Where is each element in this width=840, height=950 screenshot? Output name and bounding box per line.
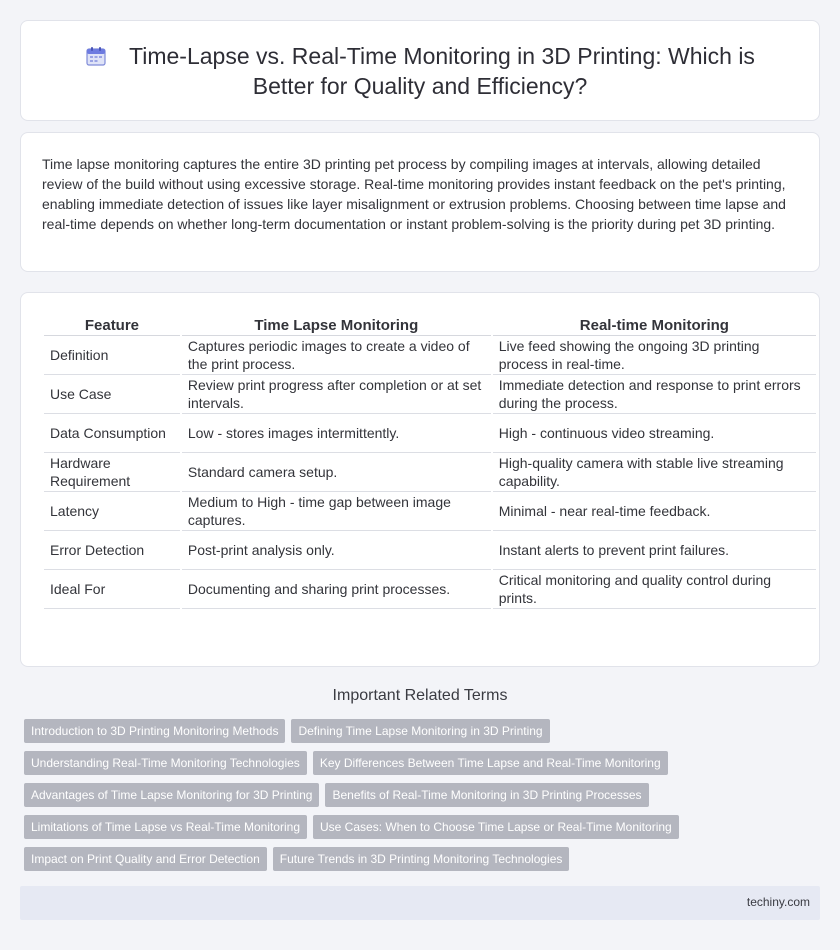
tag-row xyxy=(24,783,824,815)
time-lapse-cell: Low - stores images intermittently. xyxy=(182,414,491,453)
comparison-card xyxy=(20,292,820,667)
related-term-tag[interactable]: Defining Time Lapse Monitoring in 3D Printing xyxy=(291,719,549,743)
related-terms-list xyxy=(24,719,824,879)
real-time-cell: High-quality camera with stable live streaming capability. xyxy=(493,453,816,492)
real-time-cell: High - continuous video streaming. xyxy=(493,414,816,453)
feature-cell: Data Consumption xyxy=(44,414,180,453)
real-time-cell: Critical monitoring and quality control during prints. xyxy=(493,570,816,609)
feature-cell: Ideal For xyxy=(44,570,180,609)
related-term-tag[interactable]: Introduction to 3D Printing Monitoring Methods xyxy=(24,719,285,743)
related-term-tag[interactable]: Key Differences Between Time Lapse and Real-Time Monitoring xyxy=(313,751,668,775)
related-term-tag[interactable]: Benefits of Real-Time Monitoring in 3D Printing Processes xyxy=(325,783,648,807)
related-term-tag[interactable]: Use Cases: When to Choose Time Lapse or Real-Time Monitoring xyxy=(313,815,679,839)
related-term-tag[interactable]: Future Trends in 3D Printing Monitoring Technologies xyxy=(273,847,570,871)
page-title: Time-Lapse vs. Real-Time Monitoring in 3D Printing: Which is Better for Quality and Efficiency? xyxy=(129,43,755,99)
footer xyxy=(20,886,820,920)
related-term-tag[interactable]: Limitations of Time Lapse vs Real-Time Monitoring xyxy=(24,815,307,839)
real-time-cell: Immediate detection and response to print errors during the process. xyxy=(493,375,816,414)
header-feature: Feature xyxy=(44,313,180,336)
tag-row xyxy=(24,719,824,751)
time-lapse-cell: Review print progress after completion or at set intervals. xyxy=(182,375,491,414)
table-row xyxy=(44,375,816,414)
intro-paragraph: Time lapse monitoring captures the entire 3D printing pet process by compiling images at intervals, allowing detailed review of the build without using excessive storage. Real-time monitoring provides instant feedback on the pet's printing, enabling immediate detection of issues like layer misalignment or extrusion problems. Choosing between time lapse and real-time depends on whether long-term documentation or instant problem-solving is the priority during pet 3D printing. xyxy=(42,156,786,232)
page-title-wrap xyxy=(61,41,779,101)
table-row xyxy=(44,492,816,531)
real-time-cell: Instant alerts to prevent print failures. xyxy=(493,531,816,570)
header-card xyxy=(20,20,820,121)
table-row xyxy=(44,336,816,375)
table-row xyxy=(44,531,816,570)
real-time-cell: Minimal - near real-time feedback. xyxy=(493,492,816,531)
table-row xyxy=(44,453,816,492)
header-real-time: Real-time Monitoring xyxy=(493,313,816,336)
calendar-icon xyxy=(85,44,107,66)
time-lapse-cell: Captures periodic images to create a video of the print process. xyxy=(182,336,491,375)
comparison-table xyxy=(42,313,818,609)
footer-site-link[interactable]: techiny.com xyxy=(746,895,810,909)
feature-cell: Error Detection xyxy=(44,531,180,570)
feature-cell: Latency xyxy=(44,492,180,531)
feature-cell: Hardware Requirement xyxy=(44,453,180,492)
time-lapse-cell: Medium to High - time gap between image captures. xyxy=(182,492,491,531)
header-time-lapse: Time Lapse Monitoring xyxy=(182,313,491,336)
tag-row xyxy=(24,847,824,879)
tag-row xyxy=(24,815,824,847)
table-row xyxy=(44,570,816,609)
feature-cell: Use Case xyxy=(44,375,180,414)
related-term-tag[interactable]: Impact on Print Quality and Error Detection xyxy=(24,847,267,871)
table-header-row xyxy=(44,313,816,336)
related-term-tag[interactable]: Advantages of Time Lapse Monitoring for 3D Printing xyxy=(24,783,319,807)
related-terms-title: Important Related Terms xyxy=(332,687,508,704)
time-lapse-cell: Documenting and sharing print processes. xyxy=(182,570,491,609)
intro-card xyxy=(20,132,820,272)
related-term-tag[interactable]: Understanding Real-Time Monitoring Technologies xyxy=(24,751,307,775)
feature-cell: Definition xyxy=(44,336,180,375)
table-row xyxy=(44,414,816,453)
time-lapse-cell: Standard camera setup. xyxy=(182,453,491,492)
real-time-cell: Live feed showing the ongoing 3D printing process in real-time. xyxy=(493,336,816,375)
time-lapse-cell: Post-print analysis only. xyxy=(182,531,491,570)
tag-row xyxy=(24,751,824,783)
